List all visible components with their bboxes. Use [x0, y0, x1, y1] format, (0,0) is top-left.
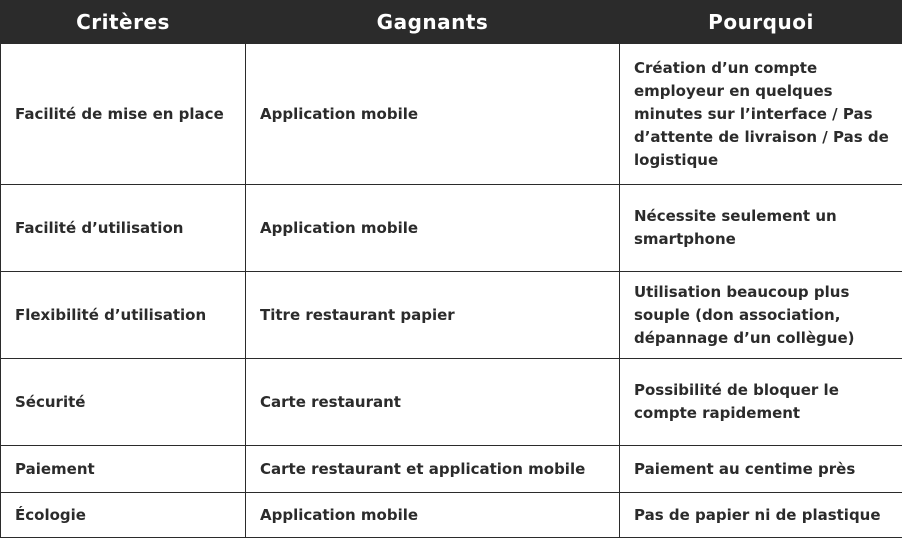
cell-critere: Facilité de mise en place	[1, 44, 246, 185]
cell-critere: Flexibilité d’utilisation	[1, 272, 246, 359]
table-row	[1, 493, 902, 538]
cell-gagnant: Application mobile	[246, 493, 620, 538]
table-row	[1, 44, 902, 185]
cell-pourquoi: Paiement au centime près	[620, 446, 902, 493]
cell-gagnant: Carte restaurant et application mobile	[246, 446, 620, 493]
header-criteres: Critères	[1, 1, 246, 44]
cell-critere: Facilité d’utilisation	[1, 185, 246, 272]
table-row	[1, 446, 902, 493]
cell-critere: Sécurité	[1, 359, 246, 446]
cell-critere: Paiement	[1, 446, 246, 493]
cell-gagnant: Application mobile	[246, 44, 620, 185]
cell-gagnant: Titre restaurant papier	[246, 272, 620, 359]
cell-pourquoi: Nécessite seulement un smartphone	[620, 185, 902, 272]
cell-critere: Écologie	[1, 493, 246, 538]
cell-pourquoi: Possibilité de bloquer le compte rapidement	[620, 359, 902, 446]
table-row	[1, 272, 902, 359]
header-row	[1, 1, 902, 44]
cell-pourquoi: Création d’un compte employeur en quelques minutes sur l’interface / Pas d’attente de livraison / Pas de logistique	[620, 44, 902, 185]
header-gagnants: Gagnants	[246, 1, 620, 44]
cell-gagnant: Application mobile	[246, 185, 620, 272]
cell-pourquoi: Utilisation beaucoup plus souple (don association, dépannage d’un collègue)	[620, 272, 902, 359]
table-row	[1, 185, 902, 272]
cell-gagnant: Carte restaurant	[246, 359, 620, 446]
table-row	[1, 359, 902, 446]
header-pourquoi: Pourquoi	[620, 1, 902, 44]
cell-pourquoi: Pas de papier ni de plastique	[620, 493, 902, 538]
